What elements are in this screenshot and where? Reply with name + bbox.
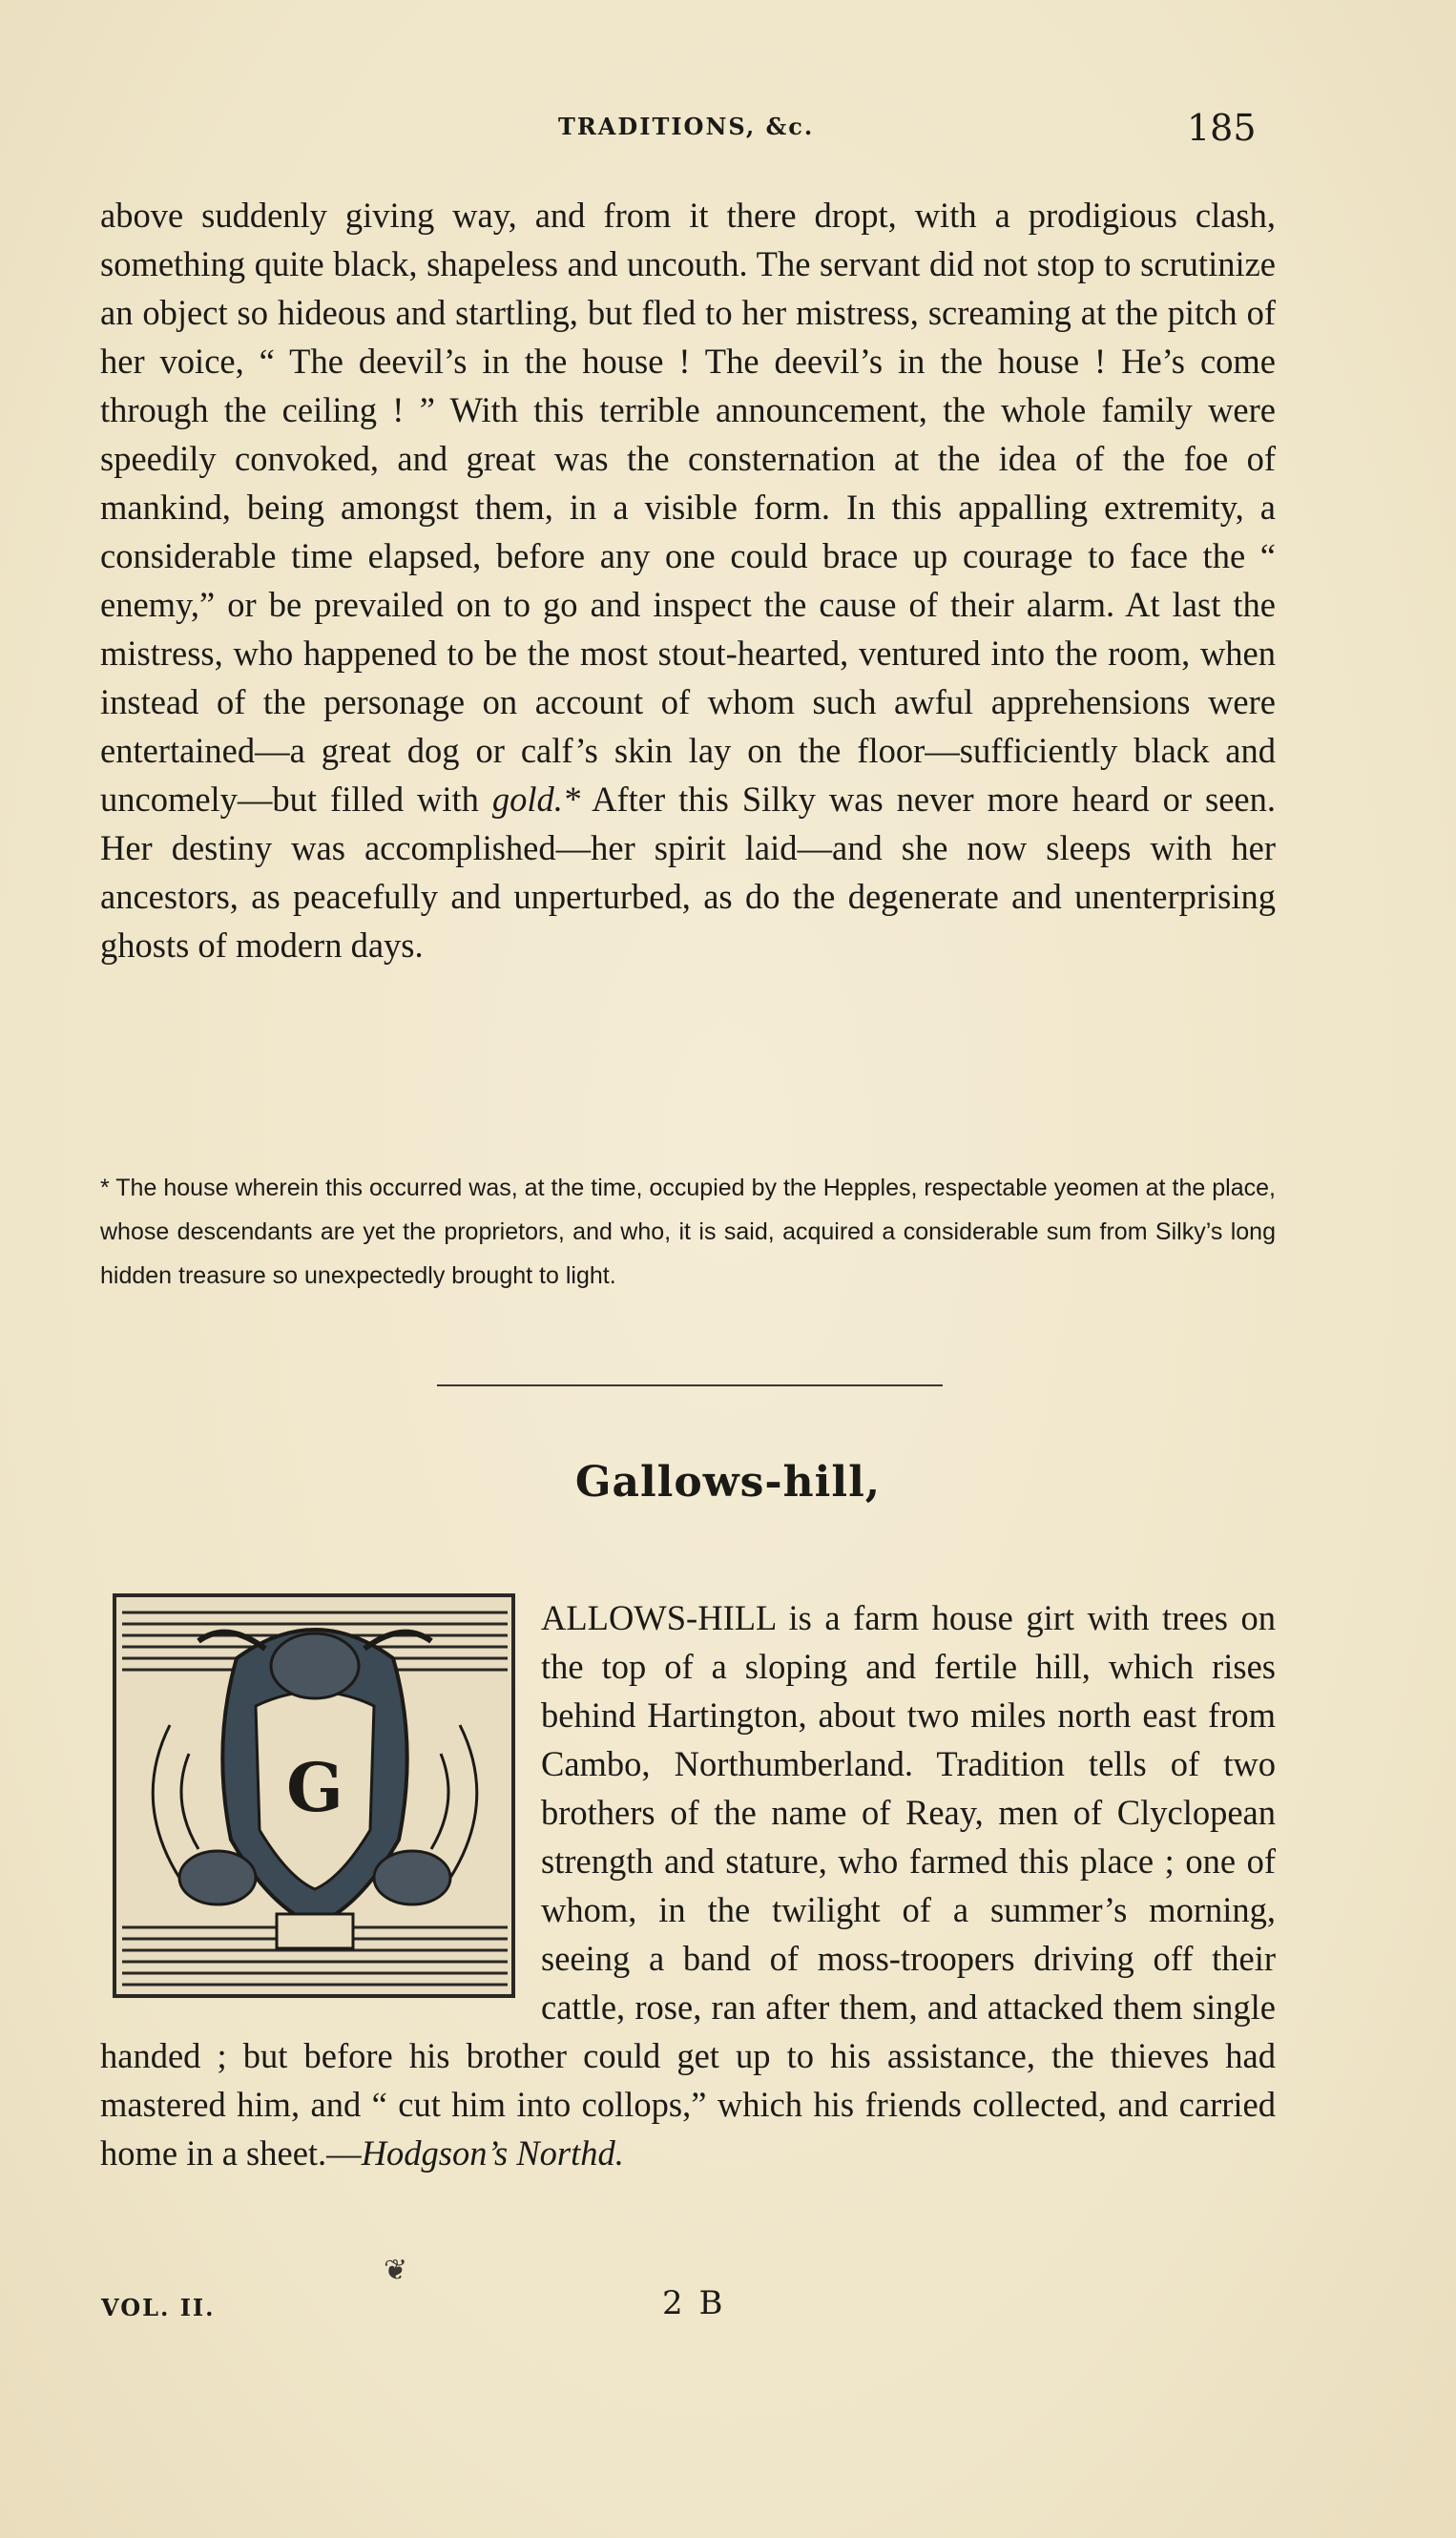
volume-mark: VOL. II. xyxy=(101,2294,216,2321)
section-divider xyxy=(437,1384,943,1386)
paragraph xyxy=(100,191,1276,969)
section-title: Gallows-hill, xyxy=(574,1458,882,1507)
running-title: TRADITIONS, &c. xyxy=(558,113,815,140)
page-number: 185 xyxy=(1187,107,1257,149)
emphasis-gold: gold.* xyxy=(491,780,581,819)
signature-mark: 2 B xyxy=(662,2284,726,2322)
decorated-initial-icon xyxy=(113,1591,517,2011)
section-source: Hodgson’s Northd. xyxy=(361,2133,624,2173)
paragraph-end: After this Silky was never more heard or seen. Her destiny was accomplished—her spirit laid—and she now sleeps with her ancestors, as peacefully and unperturbed, as do the degenerate and unenterprising ghosts of modern days. xyxy=(100,780,1276,965)
paragraph-text: above suddenly giving way, and from it there dropt, with a prodigious clash, something quite black, shapeless and uncouth. The servant did not stop to scrutinize an object so hideous and startling, but fled to her mistress, screaming at the pitch of her voice, “ The deevil’s in the house ! The deevil’s in the house ! He’s come through the ceiling ! ” With this terrible announcement, the whole family were speedily convoked, and great was the consternation at the idea of the foe of mankind, being amongst them, in a visible form. In this appalling extremity, a considerable time elapsed, before any one could brace up courage to face the “ enemy,” or be prevailed on to go and inspect the cause of their alarm. At last the mistress, who happened to be the most stout-hearted, ventured into the room, when instead of the personage on account of whom such awful apprehensions were entertained—a great dog or calf’s skin lay on the floor—sufficiently black and uncomely—but filled with xyxy=(100,196,1276,819)
footnote-text: * The house wherein this occurred was, at the time, occupied by the Hepples, respectable yeomen at the place, whose descendants are yet the proprietors, and who, it is said, acquired a considerable sum from Silky’s long hidden treasure so unexpectedly brought to light. xyxy=(100,1175,1276,1289)
ornament-icon: ❦ xyxy=(384,2254,408,2287)
main-text xyxy=(100,191,1276,969)
footnote xyxy=(100,1166,1276,1298)
initial-letter: G xyxy=(286,1748,343,1827)
section-text: ALLOWS-HILL is a farm house girt with trees on the top of a sloping and fertile hill, which rises behind Hartington, about two miles north east from Cambo, Northumberland. Tradition tells of two brothers of the name of Reay, men of Clyclopean strength and stature, who farmed this place ; one of whom, in the twilight of a summer’s morning, seeing a band of moss-troopers driving off their cattle, rose, ran after them, and attacked them single handed ; but before his brother could get up to his assistance, the thieves had mastered him, and “ cut him into collops,” which his friends collected, and carried home in a sheet.— xyxy=(100,1598,1276,2173)
